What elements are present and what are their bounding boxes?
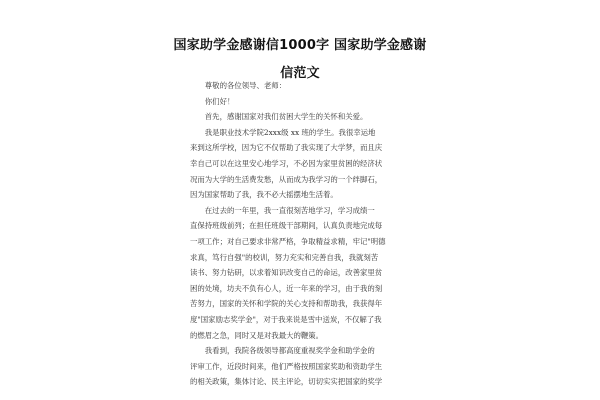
- body-line: 尊敬的各位领导、老师：: [190, 81, 287, 90]
- body-line: 在过去的一年里，我一直很刻苦地学习，学习成绩一: [190, 205, 375, 215]
- body-line: 你们好！: [190, 96, 235, 106]
- document-title-line-2: 信范文: [280, 66, 320, 81]
- body-line: 直保持班级前列；在担任班级干部期间，认真负责地完成每: [190, 221, 383, 231]
- body-line: 求真，笃行自强"的校训，努力充实和完善自我，我就刻苦: [190, 252, 379, 262]
- body-line: 首先，感谢国家对我们贫困大学生的关怀和关爱。: [190, 112, 368, 122]
- body-line: 评审工作，近段时间来，他们严格按照国家奖助和资助学生: [190, 361, 383, 371]
- body-line: 我看到，我院各级领导都高度重视奖学金和助学金的: [190, 346, 375, 356]
- body-line: 的燃眉之急，同时又是对我最大的鞭策。: [190, 330, 324, 340]
- body-line: 幸自己可以在这里安心地学习，不必因为家里贫困的经济状: [190, 158, 383, 168]
- body-line: 一项工作；对自己要求非常严格，争取精益求精，牢记"明德: [190, 236, 386, 246]
- body-line: 来到这所学校，因为它不仅帮助了我实现了大学梦，而且庆: [190, 143, 383, 153]
- body-line: 困的处境，坊夫不负有心人，近一年来的学习，由于我的刻: [190, 283, 383, 293]
- document-title-line-1: 国家助学金感谢信1000字 国家助学金感谢: [173, 38, 427, 53]
- body-line: 苦努力，国家的关怀和学院的关心支持和帮助我，我获得年: [190, 299, 383, 309]
- body-line: 况而为大学的生活费发愁，从而成为我学习的一个绊脚石，: [190, 174, 383, 184]
- body-line: 因为国家帮助了我，我不必大摇摆地生活着。: [190, 190, 338, 200]
- body-line: 的相关政策，集体讨论、民主评论，切切实实把国家的奖学: [190, 377, 383, 387]
- body-line: 我是职业技术学院2xxx级 xx 班的学生。我很幸运地: [190, 127, 376, 137]
- body-line: 读书、努力钻研，以求着知识改变自己的命运，改善家里贫: [190, 268, 383, 278]
- body-line: 度"国家励志奖学金"，对于我来说是雪中送炭，不仅解了我: [190, 314, 382, 324]
- document-body: [190, 78, 415, 390]
